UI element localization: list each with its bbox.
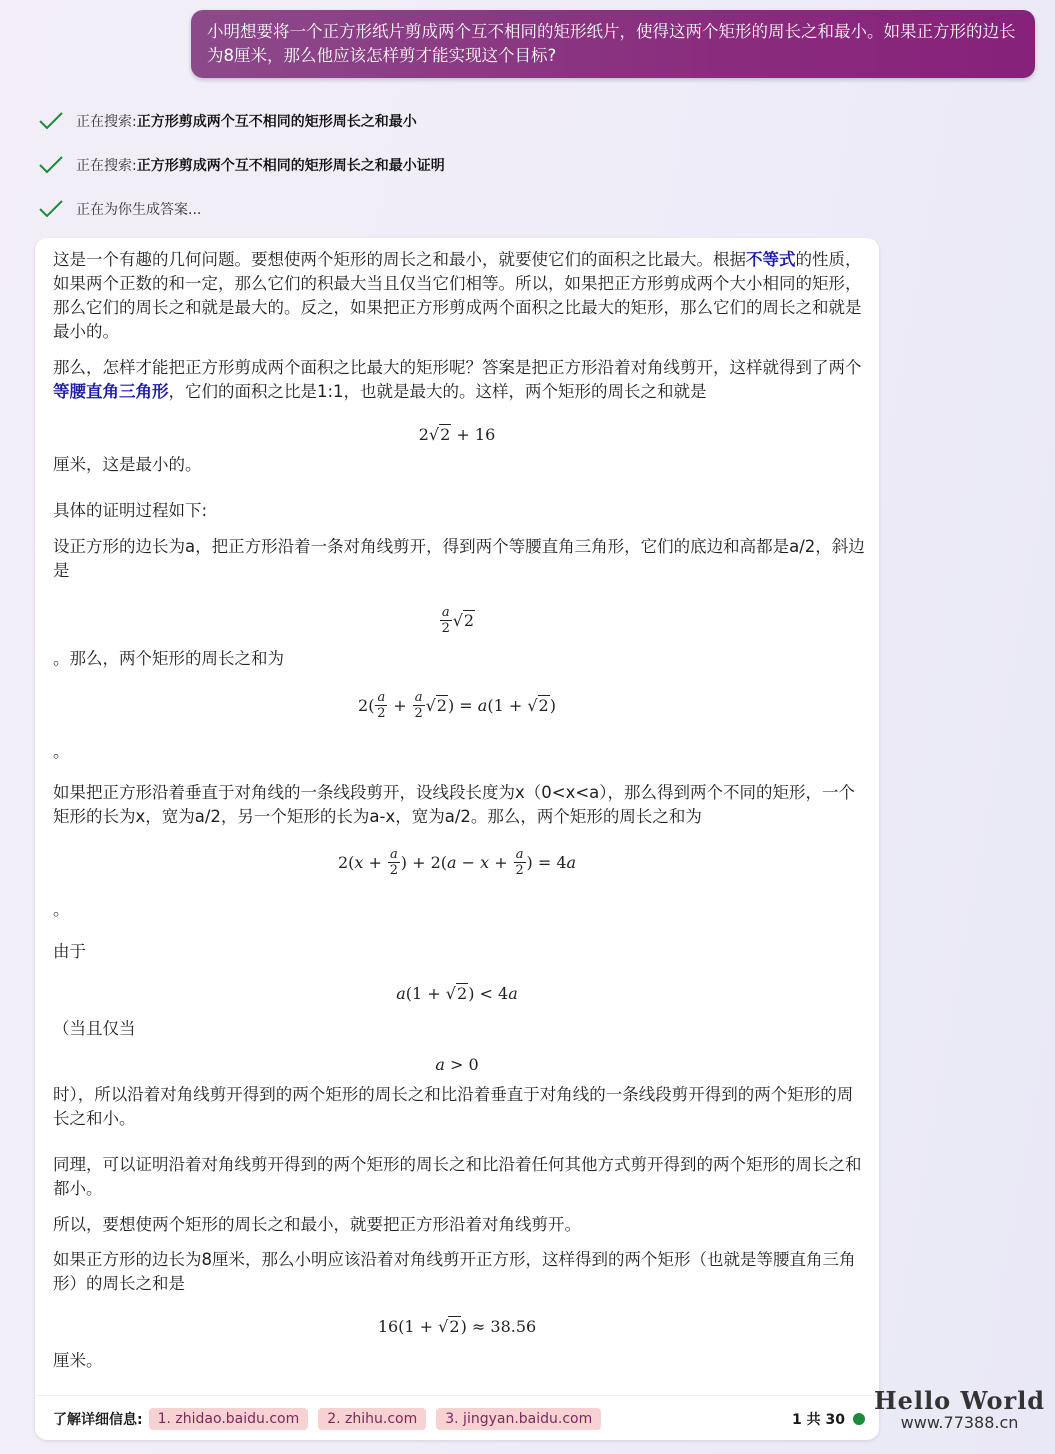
math-text: ) + 2(	[400, 852, 447, 872]
status-prefix: 正在搜索:	[76, 114, 137, 130]
math-text: +	[363, 852, 387, 872]
text: ，它们的面积之比是1:1，也就是最大的。这样，两个矩形的周长之和就是	[168, 382, 707, 401]
watermark-url: www.77388.cn	[900, 1413, 1019, 1432]
math-text: + 16	[451, 424, 496, 444]
numerator: a	[414, 689, 423, 705]
math-variable: a	[508, 983, 518, 1003]
sources-footer	[53, 1406, 865, 1432]
square-root	[426, 696, 448, 715]
fraction	[514, 847, 526, 878]
numerator: a	[377, 689, 386, 705]
radical-sign-icon: √	[428, 424, 440, 444]
paragraph: 如果正方形的边长为8厘米，那么小明应该沿着对角线剪开正方形，这样得到的两个矩形（也就是等腰直角三角形）的周长之和是	[53, 1250, 856, 1293]
math-variable: a	[396, 983, 406, 1003]
math-text: +	[388, 695, 412, 715]
generating-status	[38, 197, 201, 221]
paragraph: 所以，要想使两个矩形的周长之和最小，就要把正方形沿着对角线剪开。	[53, 1215, 581, 1234]
status-prefix: 正在为你生成答案...	[76, 202, 202, 218]
paragraph: 时），所以沿着对角线剪开得到的两个矩形的周长之和比沿着垂直于对角线的一条线段剪开得到的两个矩形的周长之和小。	[53, 1085, 854, 1128]
paragraph	[53, 248, 865, 344]
fraction	[440, 605, 452, 636]
numerator: a	[441, 604, 450, 620]
text: 这是一个有趣的几何问题。要想使两个矩形的周长之和最小，就要使它们的面积之比最大。根据	[53, 250, 746, 269]
math-text: −	[456, 852, 481, 872]
math-text: ) = 4	[526, 852, 567, 872]
check-icon	[38, 154, 64, 176]
watermark	[874, 1388, 1045, 1432]
radical-sign-icon: √	[425, 695, 436, 715]
paragraph: 。	[53, 742, 70, 761]
link-inequality[interactable]: 不等式	[746, 250, 796, 269]
status-query: 正方形剪成两个互不相同的矩形周长之和最小	[136, 114, 417, 130]
check-icon	[38, 198, 64, 220]
link-isosceles-right-triangle[interactable]: 等腰直角三角形	[53, 382, 169, 401]
formula	[35, 842, 879, 882]
radicand: 2	[449, 1316, 460, 1336]
status-dot-icon	[853, 1413, 865, 1425]
radical-sign-icon: √	[438, 1316, 449, 1336]
math-text: > 0	[444, 1054, 479, 1074]
math-variable: a	[447, 852, 457, 872]
search-status-2	[38, 153, 445, 177]
math-text: 2(	[337, 852, 355, 872]
paragraph: 如果把正方形沿着垂直于对角线的一条线段剪开，设线段长度为x（0<x<a），那么得到两个不同的矩形，一个矩形的长为x，宽为a/2，另一个矩形的长为a-x，宽为a/2。那么，两个矩形的周长之和为	[53, 783, 856, 826]
sources-label: 了解详细信息:	[53, 1412, 143, 1428]
formula	[35, 414, 879, 454]
paragraph: 厘米，这是最小的。	[53, 455, 202, 474]
paragraph: 同理，可以证明沿着对角线剪开得到的两个矩形的周长之和比沿着任何其他方式剪开得到的两个矩形的周长之和都小。	[53, 1155, 862, 1198]
radicand: 2	[538, 695, 549, 715]
fraction	[413, 690, 425, 721]
radical-sign-icon: √	[445, 983, 456, 1003]
math-variable: x	[354, 852, 364, 872]
paragraph: 厘米。	[53, 1351, 103, 1370]
radicand: 2	[463, 610, 475, 630]
numerator: a	[389, 846, 398, 862]
denominator: 2	[441, 620, 450, 636]
math-variable: a	[435, 1054, 445, 1074]
paragraph: 。那么，两个矩形的周长之和为	[53, 649, 284, 668]
math-text: ) =	[447, 695, 478, 715]
text: 的性质，如果两个正数的和一定，那么它们的积最大当且仅当它们相等。所以，如果把正方形剪成两个大小相同的矩形，那么它们的周长之和就是最大的。反之，如果把正方形剪成两个面积之比最大的矩形，那么它们的周长之和就是最小的。	[53, 250, 862, 341]
denominator: 2	[389, 862, 398, 878]
divider	[35, 1395, 879, 1396]
math-text: 2	[418, 424, 429, 444]
fraction	[388, 847, 400, 878]
math-text: ) ≈ 38.56	[460, 1316, 537, 1336]
radicand: 2	[457, 983, 468, 1003]
math-text: 16(1 +	[377, 1316, 439, 1336]
math-text: +	[489, 852, 513, 872]
math-text: 2(	[358, 695, 375, 715]
radicand: 2	[440, 424, 451, 444]
radicand: 2	[436, 695, 447, 715]
numerator: a	[515, 846, 524, 862]
math-text: )	[549, 695, 556, 715]
radical-sign-icon: √	[452, 610, 463, 630]
radical-sign-icon: √	[527, 695, 538, 715]
user-message: 小明想要将一个正方形纸片剪成两个互不相同的矩形纸片，使得这两个矩形的周长之和最小。如果正方形的边长为8厘米，那么他应该怎样剪才能实现这个目标?	[191, 10, 1035, 78]
square-root	[438, 1317, 460, 1336]
check-icon	[38, 110, 64, 132]
paragraph: 由于	[53, 942, 86, 961]
fraction	[375, 690, 387, 721]
denominator: 2	[515, 862, 524, 878]
paragraph: 设正方形的边长为a，把正方形沿着一条对角线剪开，得到两个等腰直角三角形，它们的底边和高都是a/2，斜边是	[53, 537, 865, 580]
denominator: 2	[414, 705, 423, 721]
source-link-1[interactable]: 1. zhidao.baidu.com	[149, 1408, 309, 1430]
math-variable: a	[566, 852, 577, 872]
text: 那么，怎样才能把正方形剪成两个面积之比最大的矩形呢？答案是把正方形沿着对角线剪开，这样就得到了两个	[53, 358, 862, 377]
watermark-title: Hello World	[874, 1386, 1046, 1415]
turn-counter	[792, 1409, 865, 1429]
math-variable: x	[480, 852, 490, 872]
formula	[35, 600, 879, 640]
square-root	[446, 984, 468, 1003]
status-prefix: 正在搜索:	[76, 158, 137, 174]
square-root	[527, 696, 549, 715]
math-text: (1 +	[487, 695, 528, 715]
square-root	[453, 611, 475, 630]
square-root	[429, 425, 451, 444]
source-link-2[interactable]: 2. zhihu.com	[318, 1408, 426, 1430]
math-variable: a	[477, 695, 488, 715]
math-text: ) < 4	[468, 983, 509, 1003]
formula	[35, 973, 879, 1013]
search-status-1	[38, 109, 417, 133]
answer-card	[35, 238, 879, 1440]
paragraph	[53, 356, 865, 404]
formula	[35, 685, 879, 725]
paragraph: （当且仅当	[53, 1019, 136, 1038]
status-query: 正方形剪成两个互不相同的矩形周长之和最小证明	[136, 158, 445, 174]
turn-count: 1 共 30	[792, 1412, 845, 1428]
formula	[35, 1044, 879, 1084]
denominator: 2	[377, 705, 386, 721]
paragraph: 。	[53, 900, 70, 919]
source-link-3[interactable]: 3. jingyan.baidu.com	[436, 1408, 601, 1430]
math-text: (1 +	[405, 983, 446, 1003]
paragraph: 具体的证明过程如下:	[53, 501, 208, 520]
formula	[35, 1306, 879, 1346]
